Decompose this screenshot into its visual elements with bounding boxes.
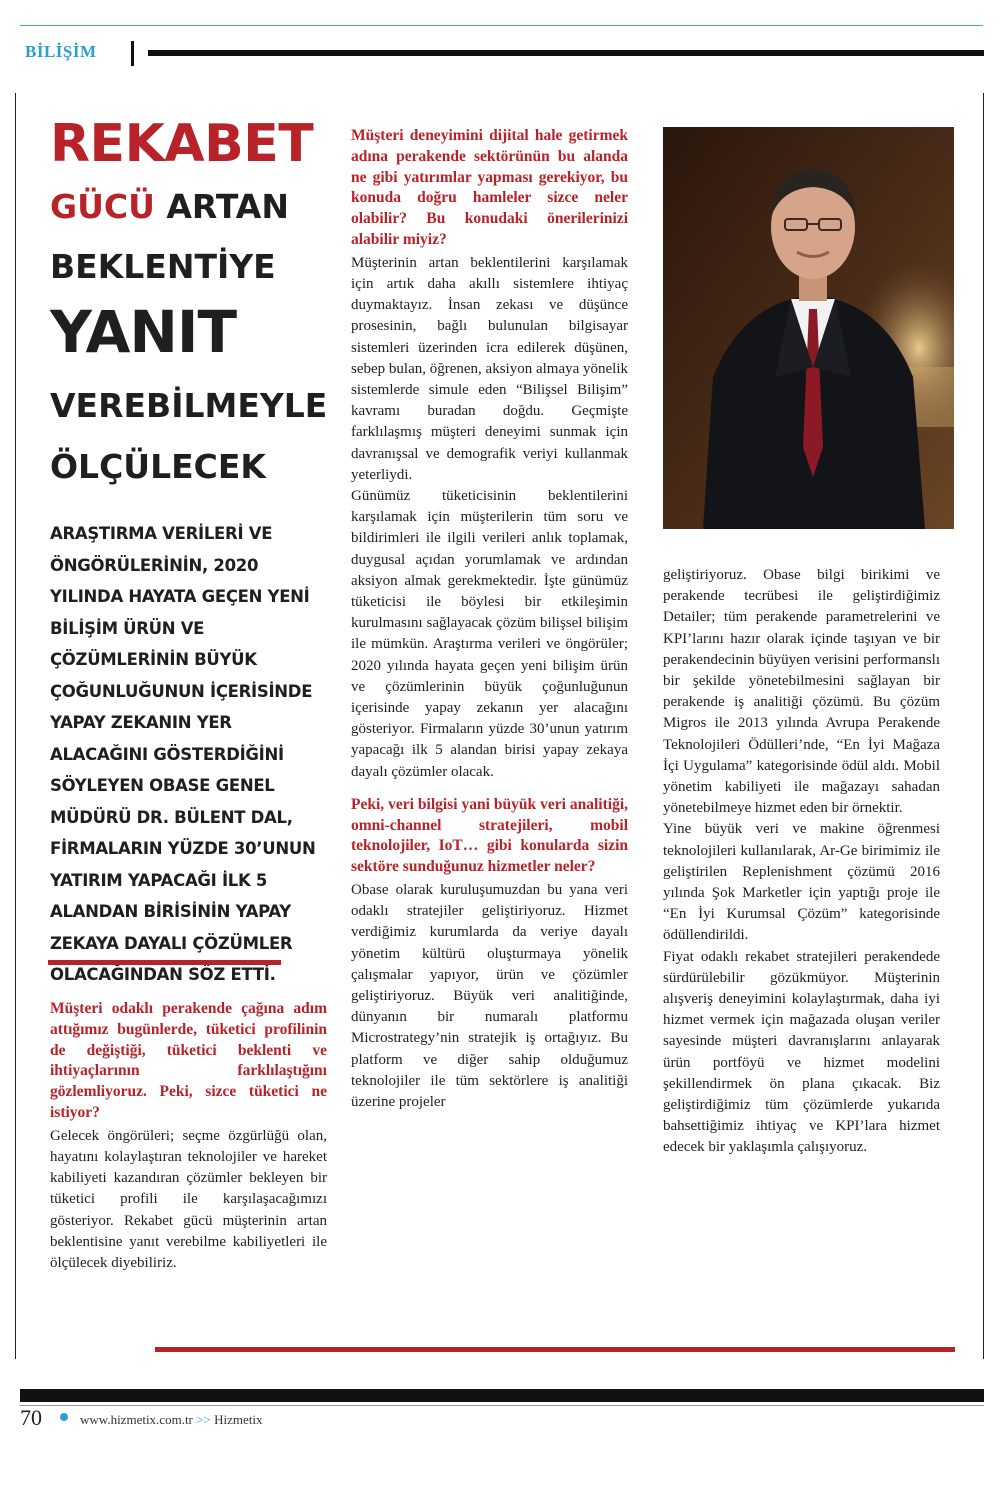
answer-2-para-2: Günümüz tüketicisinin beklentilerini karşılamak için müşterilerin tüm soru ve bildirimleri ile ilgili verileri anlık toplamak, duygusal açıdan yorumlamak ve ardından aksiyon almak gerekmektedir. İşte günümüz tüketicisi ile böylesi bir etkileşimin kurulmasını sağlayacak çözüm bilişsel bilişim ile mümkün. Araştırma verileri ve öngörüler; 2020 yılında hayata geçen yeni bilişim ürün ve çözümlerinin büyük çoğunluğunun içerisinde yapay zekanın yer alacağını gösteriyor. Firmaların yüzde 30’unun yatırım yapacağı ilk 5 alandan birisi yapay zekaya dayalı çözümler olacak.: [351, 488, 628, 780]
portrait-photo: [663, 127, 954, 529]
answer-3-para-2: geliştiriyoruz. Obase bilgi birikimi ve perakende tecrübesi ile geliştirdiğimiz Detailer; tüm perakende parametrelerini ve KPI’larını hazır olarak içinde taşıyan ve bir perakendecinin büyüyen verisini performanslı bir şekilde yönetebilmesini sağlayan bir perakende iş analitiği çözümü. Bu çözüm Migros ile 2013 yılında Avrupa Perakende Teknolojileri Ödülleri’nde, “En İyi Mağaza İçi Uygulama” kategorisinde ödül aldı. Mobil yönetim kabiliyeti ile mağazayı sahadan yönetebilmeye hizmet eden bir örnektir.: [663, 567, 940, 817]
footer-bar: [20, 1389, 984, 1402]
page-number: 70: [20, 1405, 42, 1430]
article-end-divider: [155, 1347, 955, 1352]
headline-line-2: [50, 187, 350, 226]
answer-3-para-3: Yine büyük veri ve makine öğrenmesi teknolojileri kullanılarak, Ar-Ge birimimiz ile geliştirilen Replenishment çözümü 2016 yılında Şok Marketler için yaptığı proje ile “En İyi Kurumsal Çözüm” kategorisinde ödüllendirildi.: [663, 821, 940, 944]
frame-left-rule: [15, 93, 16, 1359]
headline-line-2-red: GÜCÜ: [50, 187, 155, 226]
footer-arrows: >>: [196, 1412, 211, 1427]
header-top-rule: [20, 25, 983, 26]
headline-line-4: YANIT: [50, 298, 237, 366]
answer-3-para-4: Fiyat odaklı rekabet stratejileri perakendede sürdürülebilir gözükmüyor. Müşterinin alışveriş deneyimini kolaylaştırmak, daha iyi hizmet vermek için mağazada oluşan veriler sayesinde müşteri davranışlarını anlayarak ürün portföyü ve hizmet modelini şekillendirmek ön plana çıkacak. Biz geliştirdiğimiz tüm çözümlerde yukarıda bahsettiğimiz ihtiyaç ve KPI’lara hizmet edecek bir yaklaşımla çalışıyoruz.: [663, 948, 940, 1156]
answer-3-para-1: Obase olarak kuruluşumuzdan bu yana veri odaklı stratejiler geliştiriyoruz. Hizmet verdiğimiz kurumlarda da veriye dayalı yönetim kültürü oluşturmaya yönelik çalışmalar yapıyor, ürün ve çözümler geliştiriyoruz. Büyük veri analitiğinde, dünyanın bir numaralı platformu Microstrategy’nin stratejik iş ortağıyız. Bu platform ve diğer sahip olduğumuz teknolojiler ile tüm sektörlere iş analitiği üzerine projeler: [351, 882, 628, 1111]
lead-divider: [48, 960, 281, 965]
footer-url[interactable]: www.hizmetix.com.tr: [80, 1412, 193, 1427]
headline-line-1: REKABET: [50, 114, 314, 174]
question-3: Peki, veri bilgisi yani büyük veri analitiği, omni-channel stratejileri, mobil teknolojiler, IoT… gibi konularda sizin sektöre sunduğunuz hizmetler neler?: [351, 795, 628, 876]
answer-2-para-1: Müşterinin artan beklentilerini karşılamak için artık daha akıllı sistemlere ihtiyaç duymaktayız. İnsan zekası ve düşünce prosesinin, bağlı bulunulan bilgisayar sistemleri üzerinden icra edilerek düşünen, sebep bulan, öğrenen, aksiyon almaya yönelik sistemlerde simule eden “Bilişsel Bilişim” kavramı buradan doğdu. Geçmişte farklılaşmış müşteri deneyimi sunmak için davranışsal ve demografik veriyi kullanmak yeterliydi.: [351, 254, 629, 483]
question-2: Müşteri deneyimini dijital hale getirmek adına perakende sektörünün bu alanda ne gibi yatırımlar yapması gerekiyor, bu konuda doğru hamleler sizce neler olabilir? Bu konudaki önerilerinizi alabilir miyiz?: [351, 127, 628, 248]
question-1: Müşteri odaklı perakende çağına adım attığımız bugünlerde, tüketici profilinin de değiştiği, tüketici beklenti ve ihtiyaçlarının farklılaştığını gözlemliyoruz. Peki, sizce tüketici ne istiyor?: [50, 1000, 327, 1121]
header-bar: [148, 50, 984, 56]
footer-brand: Hizmetix: [214, 1412, 263, 1427]
headline-line-2-rest: ARTAN: [154, 187, 289, 226]
column-1: [50, 999, 327, 1274]
article-headline: [50, 114, 350, 486]
footer-dot-icon: [60, 1413, 68, 1421]
headline-line-5: VEREBİLMEYLE: [50, 386, 328, 425]
article-lead: ARAŞTIRMA VERİLERİ VE ÖNGÖRÜLERİNİN, 2020 YILINDA HAYATA GEÇEN YENİ BİLİŞİM ÜRÜN VE ÇÖZÜMLERİNİN BÜYÜK ÇOĞUNLUĞUNUN İÇERİSİNDE YAPAY ZEKANIN YER ALACAĞINI GÖSTERDİĞİNİ SÖYLEYEN OBASE GENEL MÜDÜRÜ DR. BÜLENT DAL, FİRMALARIN YÜZDE 30’UNUN YATIRIM YAPACAĞI İLK 5 ALANDAN BİRİSİNİN YAPAY ZEKAYA DAYALI ÇÖZÜMLER OLACAĞINDAN SÖZ ETTİ.: [50, 524, 316, 984]
frame-right-rule: [983, 93, 984, 1359]
column-2: [351, 126, 628, 1113]
headline-line-3: BEKLENTİYE: [50, 247, 276, 286]
column-3: [663, 565, 940, 1159]
footer-rule: [20, 1405, 984, 1406]
header-separator: [131, 41, 134, 66]
headline-line-6: ÖLÇÜLECEK: [50, 447, 266, 486]
section-label: BİLİŞİM: [25, 42, 97, 61]
portrait-illustration: [663, 127, 954, 529]
footer-credit: [80, 1412, 262, 1428]
answer-1: Gelecek öngörüleri; seçme özgürlüğü olan, hayatını kolaylaştıran teknolojiler ve hareket kabiliyeti kazandıran çözümler bekleyen bir tüketici profili ile karşılaşacağımızı gösteriyor. Rekabet gücü müşterinin artan beklentisine yanıt verebilme kabiliyetleri ile ölçülecek diyebiliriz.: [50, 1127, 327, 1271]
